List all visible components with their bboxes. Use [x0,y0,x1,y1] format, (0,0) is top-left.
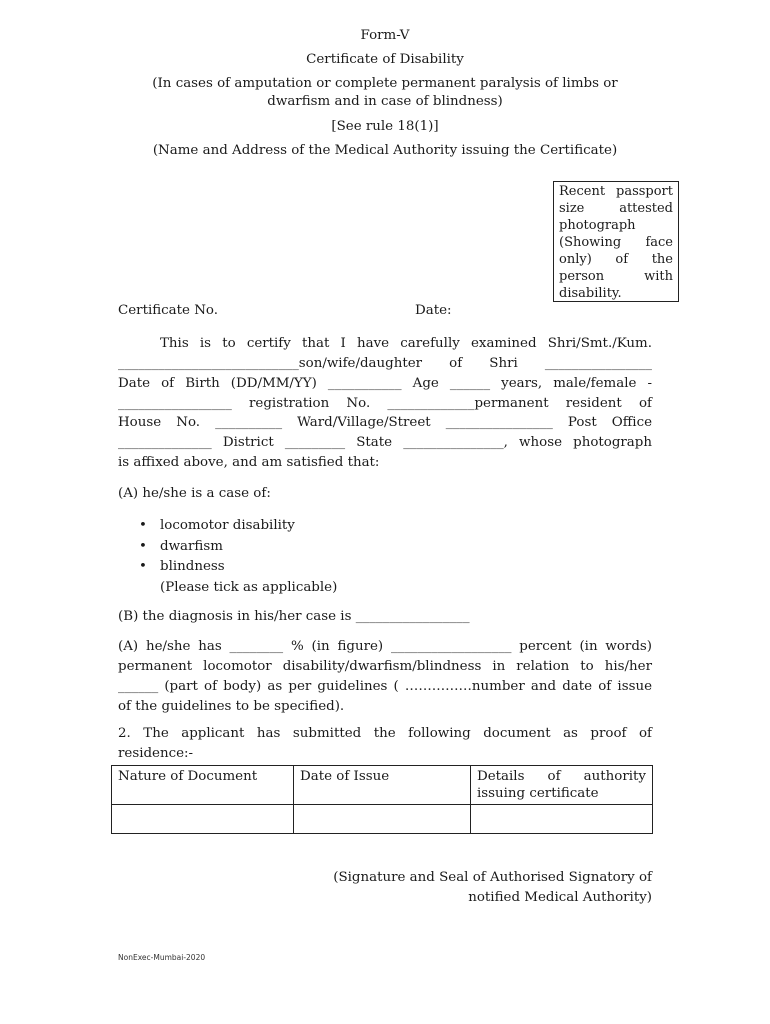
table-row [112,805,653,834]
residence-documents-table [111,765,653,834]
section-b-diagnosis: (B) the diagnosis in his/her case is _________________ [118,609,470,624]
certificate-no-label: Certificate No. [118,303,219,318]
disability-type-list [139,516,337,598]
body-line: residence:- [118,746,194,761]
footer-code: NonExec-Mumbai-2020 [118,953,206,962]
table-header-row [112,766,653,805]
form-subtitle-line-2: dwarfism and in case of blindness) [267,94,503,109]
body-line: ___________________________son/wife/daughter of Shri ________________ [118,356,652,371]
date-label: Date: [415,303,452,318]
signature-line-2: notified Medical Authority) [468,890,652,905]
form-rule: [See rule 18(1)] [331,119,439,134]
body-line: (A) he/she has ________ % (in figure) __________________ percent (in words) [118,639,652,654]
signature-block [333,868,652,908]
section-a-heading: (A) he/she is a case of: [118,486,271,501]
signature-line-1: (Signature and Seal of Authorised Signatory of [333,870,652,885]
list-item: • blindness [139,557,337,578]
list-item: • dwarfism [139,537,337,558]
form-subtitle-line-1: (In cases of amputation or complete permanent paralysis of limbs or [152,76,618,91]
column-header-details: Details of authority issuing certificate [471,766,653,805]
table-cell[interactable] [471,805,653,834]
column-header-date: Date of Issue [294,766,471,805]
table-cell[interactable] [294,805,471,834]
body-line: ______________ District _________ State _______________, whose photograph [118,435,652,450]
photo-placeholder-box: Recent passport size attested photograph (Showing face only) of the person with disability. [553,181,679,302]
body-line: of the guidelines to be specified). [118,699,345,714]
body-line: _________________ registration No. _____________permanent resident of [118,396,652,411]
column-header-nature: Nature of Document [112,766,294,805]
body-line: 2. The applicant has submitted the following document as proof of [118,726,652,741]
body-line: ______ (part of body) as per guidelines ( ……………number and date of issue [118,679,652,694]
body-line: Date of Birth (DD/MM/YY) ___________ Age ______ years, male/female - [118,376,652,391]
issuing-authority-label: (Name and Address of the Medical Authority issuing the Certificate) [152,143,618,158]
body-line: is affixed above, and am satisfied that: [118,455,380,470]
body-line: House No. __________ Ward/Village/Street ________________ Post Office [118,415,652,430]
body-line: This is to certify that I have carefully examined Shri/Smt./Kum. [160,336,652,351]
list-item: • locomotor disability [139,516,337,537]
table-cell[interactable] [112,805,294,834]
body-line: permanent locomotor disability/dwarfism/blindness in relation to his/her [118,659,652,674]
form-title: Certificate of Disability [306,52,464,67]
form-number: Form-V [360,28,410,43]
tick-note: (Please tick as applicable) [160,579,338,595]
